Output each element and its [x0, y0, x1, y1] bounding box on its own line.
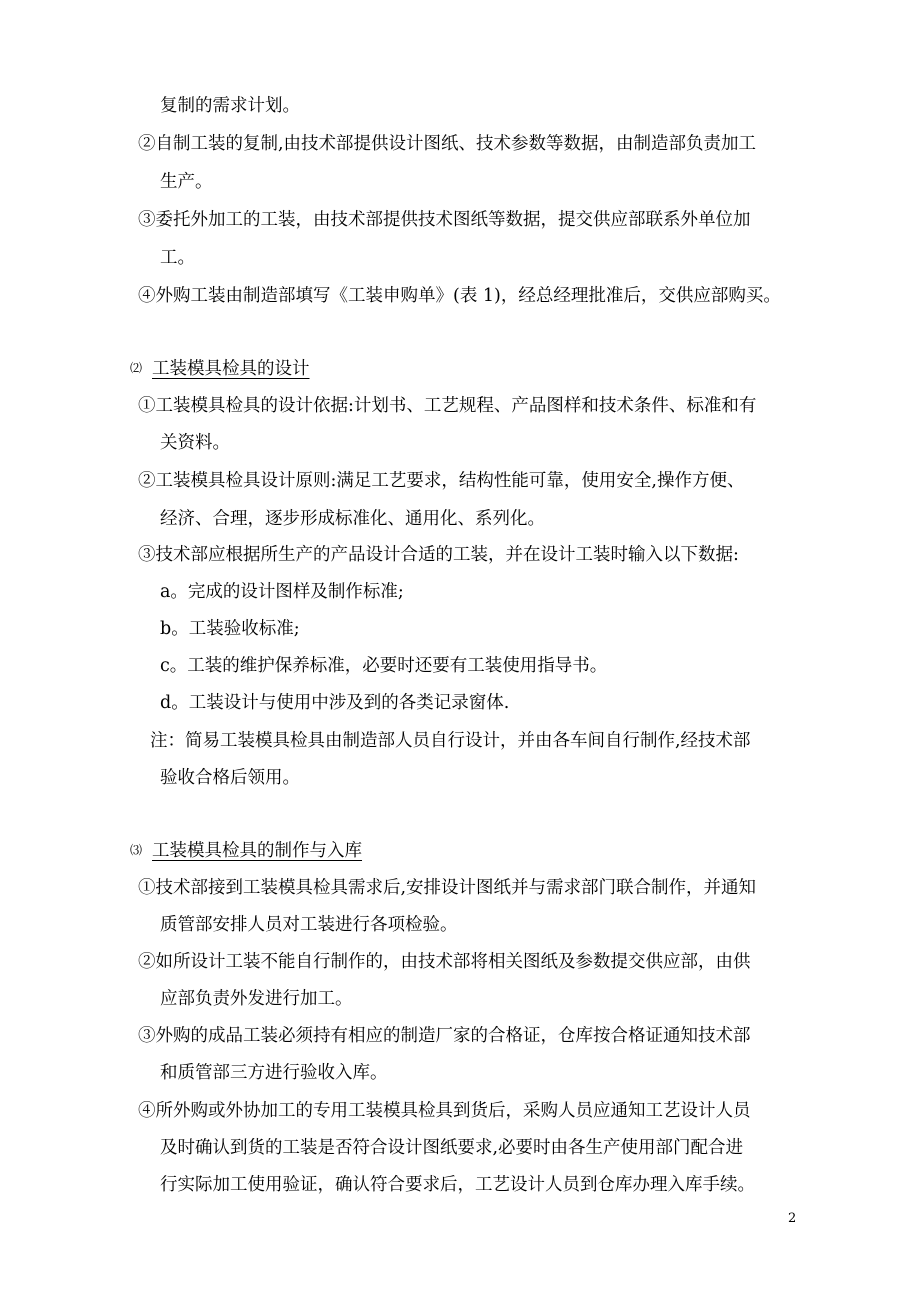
paragraph-line: 复制的需求计划。	[160, 96, 300, 116]
sub-item-line: b。工装验收标准;	[160, 619, 300, 639]
list-item-line: ④所外购或外协加工的专用工装模具检具到货后，采购人员应通知工艺设计人员	[138, 1101, 751, 1121]
list-item-line: ②自制工装的复制,由技术部提供设计图纸、技术参数等数据，由制造部负责加工	[138, 134, 757, 154]
section-heading-3	[130, 838, 362, 863]
list-item-line: ③委托外加工的工装，由技术部提供技术图纸等数据，提交供应部联系外单位加	[138, 210, 751, 230]
section-number: ⑶	[130, 843, 143, 857]
section-number: ⑵	[130, 361, 143, 375]
paragraph-line: 经济、合理，逐步形成标准化、通用化、系列化。	[160, 509, 545, 529]
list-item-line: ③外购的成品工装必须持有相应的制造厂家的合格证，仓库按合格证通知技术部	[138, 1026, 751, 1046]
paragraph-line: 及时确认到货的工装是否符合设计图纸要求,必要时由各生产使用部门配合进	[160, 1138, 744, 1158]
sub-item-line: d。工装设计与使用中涉及到的各类记录窗体.	[160, 693, 510, 713]
paragraph-line: 验收合格后领用。	[160, 768, 300, 788]
section-heading-2	[130, 356, 310, 381]
section-title: 工装模具检具的设计	[152, 359, 310, 379]
paragraph-line: 应部负责外发进行加工。	[160, 989, 353, 1009]
list-item-line: ④外购工装由制造部填写《工装申购单》(表 1)，经总经理批准后，交供应部购买。	[138, 286, 781, 306]
list-item-line: ②如所设计工装不能自行制作的，由技术部将相关图纸及参数提交供应部，由供	[138, 952, 751, 972]
sub-item-line: c。工装的维护保养标准，必要时还要有工装使用指导书。	[160, 656, 608, 676]
sub-item-line: a。完成的设计图样及制作标准;	[160, 582, 404, 602]
list-item-line: ③技术部应根据所生产的产品设计合适的工装，并在设计工装时输入以下数据:	[138, 545, 739, 565]
paragraph-line: 和质管部三方进行验收入库。	[160, 1063, 388, 1083]
list-item-line: ②工装模具检具设计原则:满足工艺要求，结构性能可靠，使用安全,操作方便、	[138, 471, 745, 491]
paragraph-line: 关资料。	[160, 433, 230, 453]
section-title: 工装模具检具的制作与入库	[152, 841, 363, 861]
note-line: 注：简易工装模具检具由制造部人员自行设计，并由各车间自行制作,经技术部	[150, 731, 751, 751]
paragraph-line: 质管部安排人员对工装进行各项检验。	[160, 915, 458, 935]
paragraph-line: 工。	[160, 248, 195, 268]
paragraph-line: 行实际加工使用验证，确认符合要求后，工艺设计人员到仓库办理入库手续。	[160, 1175, 755, 1195]
list-item-line: ①工装模具检具的设计依据:计划书、工艺规程、产品图样和技术条件、标准和有	[138, 396, 757, 416]
paragraph-line: 生产。	[160, 172, 213, 192]
page-number: 2	[788, 1211, 797, 1226]
list-item-line: ①技术部接到工装模具检具需求后,安排设计图纸并与需求部门联合制作，并通知	[138, 878, 757, 898]
